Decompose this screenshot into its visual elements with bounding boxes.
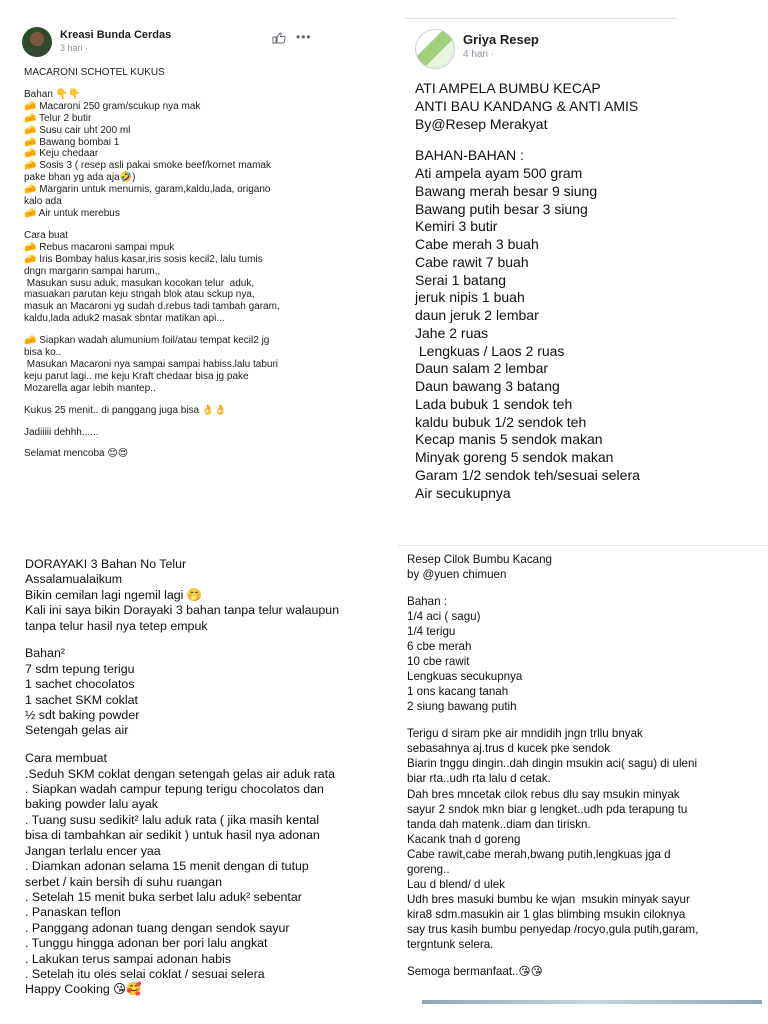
image-strip — [422, 1000, 762, 1004]
text-line: ½ sdt baking powder — [25, 708, 140, 723]
text-line: bisa di tambahkan air sedikit ) untuk hasil nya adonan — [25, 828, 320, 843]
text-line: Masukan Macaroni nya sampai sampai habiss.lalu taburi — [24, 358, 279, 370]
text-line: goreng.. — [407, 862, 450, 876]
text-line: Bahan² — [25, 646, 65, 661]
text-line: 10 cbe rawit — [407, 655, 470, 669]
text-line: . Tuang susu sedikit² lalu aduk rata ( jika masih kental — [25, 812, 320, 827]
text-line: by @yuen chimuen — [407, 568, 507, 582]
text-line — [24, 220, 280, 230]
post-dorayaki — [15, 548, 355, 1004]
text-line: Jahe 2 ruas — [415, 324, 489, 341]
text-line: kaldu bubuk 1/2 sendok teh — [415, 413, 587, 430]
text-line: Kacank tnah d goreng — [407, 832, 521, 846]
text-line: pake bhan yg ada aja🤣) — [24, 172, 136, 184]
text-line: Setengah gelas air — [25, 723, 129, 738]
text-line: Lengkuas secukupnya — [407, 670, 523, 684]
text-line — [407, 582, 698, 594]
text-line: ANTI BAU KANDANG & ANTI AMIS — [415, 97, 639, 114]
text-line: Cabe rawit 7 buah — [415, 253, 529, 270]
text-line: 🧀 Air untuk merebus — [24, 207, 120, 219]
text-line: 🧀 Sosis 3 ( resep asli pakai smoke beef/kornet mamak — [24, 160, 271, 172]
text-line: Air secukupnya — [415, 484, 511, 501]
text-line: Resep Cilok Bumbu Kacang — [407, 553, 553, 566]
text-line: . Diamkan adonan selama 15 menit dengan di tutup — [25, 859, 309, 874]
divider — [405, 18, 677, 19]
text-line: Jadiiiii dehhh...... — [24, 426, 99, 438]
text-line: Cabe rawit,cabe merah,bwang putih,lengkuas jga d — [407, 847, 671, 861]
text-line: Dah bres mncetak cilok rebus dlu say msukin minyak — [407, 787, 680, 801]
thumbs-up-icon[interactable] — [272, 32, 286, 44]
text-line: Minyak goreng 5 sendok makan — [415, 449, 614, 465]
text-line: 2 siung bawang putih — [407, 700, 517, 714]
post-body — [25, 557, 339, 998]
text-line: 🧀 Keju chedaar — [24, 148, 99, 160]
text-line: 🧀 Rebus macaroni sampai mpuk — [24, 241, 175, 253]
text-line: Terigu d siram pke air mndidih jngn trllu bnyak — [407, 727, 643, 741]
text-line — [24, 417, 280, 427]
text-line: Bawang putih besar 3 siung — [415, 200, 588, 217]
text-line — [25, 634, 339, 646]
text-line: Jangan terlalu encer yaa — [25, 843, 161, 858]
text-line: Lada bubuk 1 sendok teh — [415, 395, 573, 412]
text-line — [407, 953, 698, 965]
text-line: bisa ko.. — [24, 347, 62, 359]
text-line: Kukus 25 menit.. di panggang juga bisa 👌👌 — [24, 404, 227, 416]
text-line: Biarin tnggu dingin..dah dingin msukin aci( sagu) di uleni — [407, 757, 698, 771]
post-timestamp[interactable]: 4 hari · — [463, 49, 495, 60]
text-line: 6 cbe merah — [407, 640, 472, 654]
text-line: Happy Cooking 😘🥰 — [25, 982, 142, 997]
post-body — [24, 67, 280, 460]
text-line: . Tunggu hingga adonan ber pori lalu angkat — [25, 936, 268, 951]
post-kreasi-bunda-cerdas — [0, 0, 352, 540]
text-line: 1/4 aci ( sagu) — [407, 609, 481, 623]
text-line: masuk an Macaroni yg sudah d.rebus tadi tambah garam, — [24, 301, 280, 313]
text-line: biar rta..udh rta lalu d cetak. — [407, 772, 551, 786]
text-line: 🧀 Macaroni 250 gram/scukup nya mak — [24, 100, 201, 112]
text-line: Bahan : — [407, 594, 447, 608]
text-line — [415, 133, 640, 147]
text-line: Assalamualaikum — [25, 572, 123, 587]
text-line: By@Resep Merakyat — [415, 115, 548, 132]
text-line: kaldu,lada aduk2 masak sbntar matikan api... — [24, 313, 225, 325]
text-line: Cabe merah 3 buah — [415, 236, 539, 252]
author-name[interactable]: Griya Resep — [463, 32, 539, 47]
text-line: Ati ampela ayam 500 gram — [415, 165, 583, 181]
text-line: ATI AMPELA BUMBU KECAP — [415, 80, 601, 96]
text-line: baking powder lalu ayak — [25, 797, 158, 812]
text-line: Bikin cemilan lagi ngemil lagi 🤭 — [25, 587, 203, 602]
text-line: Lengkuas / Laos 2 ruas — [415, 342, 565, 359]
text-line: Daun salam 2 lembar — [415, 360, 549, 377]
more-options-icon[interactable]: ••• — [296, 30, 312, 44]
text-line — [24, 395, 280, 405]
text-line: tergntunk selera. — [407, 938, 494, 952]
text-line: 🧀 Telur 2 butir — [24, 112, 92, 124]
text-line: 1/4 terigu — [407, 624, 456, 638]
text-line: 7 sdm tepung terigu — [25, 661, 135, 676]
text-line: BAHAN-BAHAN : — [415, 147, 524, 164]
text-line: 1 sachet SKM coklat — [25, 692, 138, 707]
text-line: Semoga bermanfaat..😘😘 — [407, 965, 543, 979]
avatar[interactable] — [415, 29, 455, 69]
text-line — [24, 438, 280, 448]
text-line: Kali ini saya bikin Dorayaki 3 bahan tanpa telur walaupun — [25, 603, 340, 618]
text-line: Masukan susu aduk, masukan kocokan telur aduk, — [24, 277, 255, 289]
post-body — [407, 552, 698, 979]
divider — [398, 545, 768, 546]
text-line: say trus kasih bumbu penyedap /rocyo,gula putih,garam, — [407, 923, 699, 937]
avatar[interactable] — [22, 27, 52, 57]
text-line — [407, 715, 698, 727]
text-line: 1 sachet chocolatos — [25, 677, 135, 692]
text-line: tanda dah matenk..diam dan tiriskn. — [407, 817, 591, 831]
text-line: tanpa telur hasil nya tetep empuk — [25, 618, 208, 633]
text-line: 🧀 Iris Bombay halus kasar,iris sosis kecil2, lalu tumis — [24, 253, 263, 265]
text-line — [25, 739, 339, 751]
text-line: . Setelah 15 menit buka serbet lalu aduk² sebentar — [25, 889, 302, 904]
text-line: kira8 sdm.masukin air 1 glas blimbing msukin ciloknya — [407, 908, 686, 922]
text-line: . Setelah itu oles selai coklat / sesuai selera — [25, 966, 265, 981]
text-line — [24, 79, 280, 89]
text-line: sebasahnya aj.trus d kucek pke sendok — [407, 742, 611, 756]
text-line: . Panggang adonan tuang dengan sendok sayur — [25, 920, 290, 935]
author-name[interactable]: Kreasi Bunda Cerdas — [60, 29, 172, 41]
text-line: Udh bres masuki bumbu ke wjan msukin minyak sayur — [407, 893, 690, 907]
text-line: 🧀 Susu cair uht 200 ml — [24, 124, 131, 136]
text-line: Bahan 👇👇 — [24, 88, 81, 100]
text-line: Garam 1/2 sendok teh/sesuai selera — [415, 466, 640, 483]
text-line: Daun bawang 3 batang — [415, 378, 560, 394]
text-line — [24, 325, 280, 335]
text-line: .Seduh SKM coklat dengan setengah gelas air aduk rata — [25, 766, 335, 781]
text-line: 🧀 Siapkan wadah alumunium foil/atau tempat kecil2 jg — [24, 335, 270, 347]
text-line: Mozarella agar lebih mantep.. — [24, 382, 156, 394]
post-griya-resep — [405, 15, 677, 515]
text-line: . Panaskan teflon — [25, 905, 121, 920]
text-line: Kemiri 3 butir — [415, 218, 498, 235]
text-line: MACARONI SCHOTEL KUKUS — [24, 67, 165, 78]
text-line: jeruk nipis 1 buah — [415, 289, 525, 306]
post-timestamp[interactable]: 3 hari · — [60, 43, 89, 53]
text-line: masuakan parutan keju stngah blok atau sckup nya, — [24, 289, 255, 301]
text-line: Bawang merah besar 9 siung — [415, 182, 598, 199]
text-line: Lau d blend/ d ulek — [407, 878, 505, 892]
text-line: . Siapkan wadah campur tepung terigu chocolatos dan — [25, 782, 324, 797]
text-line: Cara buat — [24, 229, 68, 241]
text-line: 1 ons kacang tanah — [407, 685, 509, 699]
text-line: keju parut lagi.. me keju Kraft chedaar bisa jg pake — [24, 370, 249, 382]
text-line: dngn margarin sampai harum,, — [24, 265, 161, 277]
text-line: serbet / kain bersih di suhu ruangan — [25, 874, 222, 889]
text-line: Serai 1 batang — [415, 271, 507, 288]
text-line: . Lakukan terus sampai adonan habis — [25, 951, 231, 966]
text-line: Selamat mencoba 😊😍 — [24, 448, 129, 460]
text-line: Cara membuat — [25, 751, 107, 766]
post-body — [415, 80, 640, 502]
text-line: Kecap manis 5 sendok makan — [415, 431, 603, 448]
text-line: 🧀 Margarin untuk menumis, garam,kaldu,lada, origano — [24, 184, 271, 196]
text-line: sayur 2 sndok mkn biar g lengket..udh pda terapung tu — [407, 802, 688, 816]
post-cilok — [398, 545, 768, 1005]
text-line: DORAYAKI 3 Bahan No Telur — [25, 557, 187, 571]
text-line: 🧀 Bawang bombai 1 — [24, 136, 120, 148]
text-line: kalo ada — [24, 196, 62, 208]
text-line: daun jeruk 2 lembar — [415, 307, 539, 323]
